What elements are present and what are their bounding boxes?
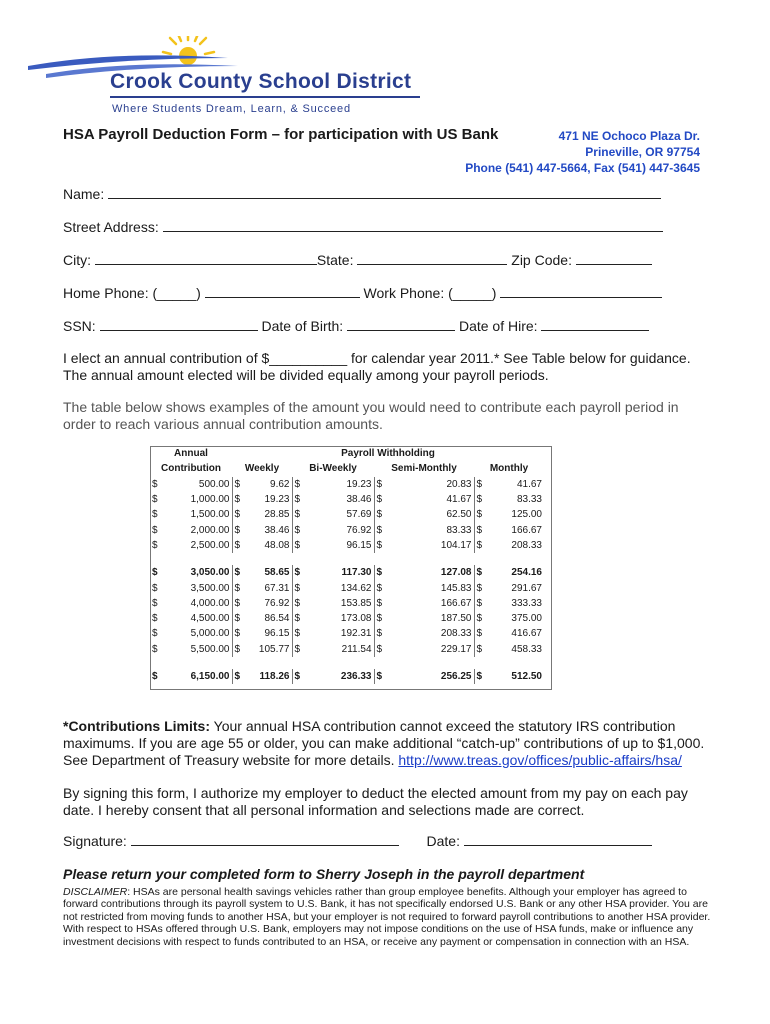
dollar-sign: $ bbox=[152, 671, 158, 682]
street-row bbox=[63, 219, 663, 235]
work-phone-label: Work Phone: (_____) bbox=[363, 285, 497, 301]
table-row bbox=[150, 538, 544, 553]
dollar-sign: $ bbox=[474, 565, 490, 580]
contribution-table bbox=[150, 446, 544, 684]
cell-monthly: 375.00 bbox=[511, 613, 542, 625]
district-address bbox=[465, 128, 700, 176]
dollar-sign: $ bbox=[374, 538, 396, 553]
dollar-sign: $ bbox=[152, 567, 158, 579]
cell-monthly: 166.67 bbox=[511, 524, 542, 536]
dollar-sign: $ bbox=[292, 596, 310, 611]
signature-row bbox=[63, 833, 652, 849]
cell-biweekly: 153.85 bbox=[340, 597, 372, 609]
dollar-sign: $ bbox=[374, 611, 396, 626]
cell-annual: 4,500.00 bbox=[190, 613, 230, 625]
logo-divider bbox=[110, 96, 420, 98]
dollar-sign: $ bbox=[232, 596, 245, 611]
dollar-sign: $ bbox=[292, 538, 310, 553]
cell-weekly: 19.23 bbox=[264, 494, 290, 506]
state-label: State: bbox=[316, 252, 354, 268]
cell-semi: 166.67 bbox=[440, 597, 472, 609]
dollar-sign: $ bbox=[374, 507, 396, 522]
dollar-sign: $ bbox=[232, 669, 245, 684]
home-phone-label: Home Phone: (_____) bbox=[63, 285, 201, 301]
dob-field[interactable] bbox=[347, 318, 455, 331]
consent-text: By signing this form, I authorize my employer to deduct the elected amount from my pay on each pay date. I hereby consent that all personal information and selections made are correct. bbox=[63, 785, 688, 818]
cell-annual: 500.00 bbox=[198, 478, 230, 490]
cell-biweekly: 173.08 bbox=[340, 613, 372, 625]
dollar-sign: $ bbox=[232, 522, 245, 537]
table-row bbox=[150, 611, 544, 626]
dollar-sign: $ bbox=[474, 596, 490, 611]
header-weekly: Weekly bbox=[244, 463, 280, 475]
cell-weekly: 58.65 bbox=[264, 567, 290, 579]
zip-label: Zip Code: bbox=[511, 252, 572, 268]
home-phone-field[interactable] bbox=[205, 285, 360, 298]
dollar-sign: $ bbox=[232, 611, 245, 626]
dollar-sign: $ bbox=[474, 538, 490, 553]
name-label: Name: bbox=[63, 186, 105, 202]
treasury-link[interactable]: http://www.treas.gov/offices/public-affairs/hsa/ bbox=[398, 752, 682, 768]
cell-monthly: 291.67 bbox=[511, 582, 542, 594]
cell-semi: 41.67 bbox=[446, 494, 472, 506]
header-semimonthly: Semi-Monthly bbox=[391, 463, 457, 475]
dollar-sign: $ bbox=[232, 580, 245, 595]
cell-semi: 62.50 bbox=[446, 509, 472, 521]
dollar-sign: $ bbox=[292, 642, 310, 657]
cell-monthly: 125.00 bbox=[511, 509, 542, 521]
cell-biweekly: 211.54 bbox=[341, 643, 372, 655]
cell-monthly: 416.67 bbox=[511, 628, 542, 640]
dollar-sign: $ bbox=[232, 507, 245, 522]
city-field[interactable] bbox=[95, 252, 317, 265]
dollar-sign: $ bbox=[152, 582, 158, 594]
cell-weekly: 9.62 bbox=[270, 478, 290, 490]
doh-label: Date of Hire: bbox=[458, 318, 538, 334]
ssn-field[interactable] bbox=[100, 318, 258, 331]
table-row bbox=[150, 492, 544, 507]
address-line-1: 471 NE Ochoco Plaza Dr. bbox=[558, 129, 700, 143]
cell-biweekly: 57.69 bbox=[346, 509, 372, 521]
cell-semi: 127.08 bbox=[440, 567, 472, 579]
address-line-2: Prineville, OR 97754 bbox=[585, 145, 700, 159]
cell-semi: 208.33 bbox=[440, 628, 472, 640]
cell-semi: 104.17 bbox=[440, 539, 472, 551]
cell-annual: 4,000.00 bbox=[190, 597, 230, 609]
disclaimer bbox=[63, 886, 713, 948]
cell-monthly: 83.33 bbox=[516, 494, 542, 506]
dollar-sign: $ bbox=[474, 492, 490, 507]
cell-weekly: 118.26 bbox=[259, 671, 290, 682]
dollar-sign: $ bbox=[292, 492, 310, 507]
cell-weekly: 96.15 bbox=[264, 628, 290, 640]
district-tagline: Where Students Dream, Learn, & Succeed bbox=[112, 103, 351, 115]
dollar-sign: $ bbox=[152, 539, 158, 551]
disclaimer-label: DISCLAIMER bbox=[63, 886, 128, 898]
dollar-sign: $ bbox=[474, 522, 490, 537]
cell-monthly: 458.33 bbox=[511, 643, 542, 655]
cell-semi: 256.25 bbox=[440, 671, 472, 682]
dollar-sign: $ bbox=[374, 522, 396, 537]
dollar-sign: $ bbox=[152, 628, 158, 640]
dollar-sign: $ bbox=[374, 565, 396, 580]
cell-biweekly: 96.15 bbox=[346, 539, 372, 551]
dollar-sign: $ bbox=[474, 477, 490, 492]
dollar-sign: $ bbox=[474, 580, 490, 595]
cell-annual: 2,500.00 bbox=[190, 539, 230, 551]
dollar-sign: $ bbox=[374, 669, 396, 684]
date-label: Date: bbox=[426, 833, 460, 849]
dollar-sign: $ bbox=[374, 642, 396, 657]
cell-biweekly: 38.46 bbox=[346, 494, 372, 506]
cell-biweekly: 236.33 bbox=[340, 671, 372, 682]
dollar-sign: $ bbox=[374, 492, 396, 507]
table-row bbox=[150, 565, 544, 580]
limits-text: Your annual HSA contribution cannot exceed the statutory IRS contribution maximums. If you are age 55 or older, you can make additional “catch-up” contributions of up to $1,000. See Department of Treasury website for more details. bbox=[63, 718, 705, 768]
form-title: HSA Payroll Deduction Form – for participation with US Bank bbox=[63, 126, 499, 143]
dollar-sign: $ bbox=[292, 611, 310, 626]
cell-weekly: 105.77 bbox=[258, 643, 290, 655]
cell-semi: 187.50 bbox=[440, 613, 472, 625]
cell-annual: 3,500.00 bbox=[190, 582, 230, 594]
table-spacer-row bbox=[150, 553, 544, 565]
dollar-sign: $ bbox=[374, 477, 396, 492]
dollar-sign: $ bbox=[152, 597, 158, 609]
cell-weekly: 48.08 bbox=[264, 539, 290, 551]
city-row bbox=[63, 252, 652, 268]
cell-semi: 83.33 bbox=[446, 524, 472, 536]
phone-row bbox=[63, 285, 662, 301]
signature-field[interactable] bbox=[131, 833, 399, 846]
state-field[interactable] bbox=[357, 252, 507, 265]
dollar-sign: $ bbox=[292, 565, 310, 580]
work-phone-field[interactable] bbox=[500, 285, 662, 298]
doh-field[interactable] bbox=[541, 318, 649, 331]
limits-label: *Contributions Limits: bbox=[63, 718, 210, 734]
dollar-sign: $ bbox=[152, 494, 158, 506]
table-row bbox=[150, 477, 544, 492]
dollar-sign: $ bbox=[232, 492, 245, 507]
cell-biweekly: 192.31 bbox=[340, 628, 372, 640]
ssn-label: SSN: bbox=[63, 318, 96, 334]
dollar-sign: $ bbox=[474, 642, 490, 657]
dollar-sign: $ bbox=[292, 626, 310, 641]
date-field[interactable] bbox=[464, 833, 652, 846]
cell-annual: 3,050.00 bbox=[190, 567, 230, 579]
dollar-sign: $ bbox=[232, 477, 245, 492]
cell-biweekly: 19.23 bbox=[346, 478, 372, 490]
name-field[interactable] bbox=[108, 186, 661, 199]
cell-weekly: 86.54 bbox=[264, 613, 290, 625]
header-annual-1: Annual bbox=[174, 448, 208, 460]
dollar-sign: $ bbox=[232, 565, 245, 580]
header-monthly: Monthly bbox=[489, 463, 529, 475]
dollar-sign: $ bbox=[232, 538, 245, 553]
dollar-sign: $ bbox=[374, 596, 396, 611]
disclaimer-text: : HSAs are personal health savings vehicles rather than group employee benefits. Although your employer has agreed to forward contributions through its payroll system to U.S. Bank, it has not specifically endorsed U.S. Bank or any other HSA provider. You are not restricted from moving funds to another HSA, but your employer is not required to forward payroll contributions to another HSA provider. With respect to HSAs offered through U.S. Bank, employers may not impose conditions on the use of HSA funds, make or influence any investment decisions with respect to funds contributed to an HSA, or receive any payment or compensation in connection with an HSA. bbox=[63, 886, 711, 948]
table-intro-text: The table below shows examples of the amount you would need to contribute each payroll period in order to reach various annual contribution amounts. bbox=[63, 399, 679, 432]
table-row bbox=[150, 669, 544, 684]
zip-field[interactable] bbox=[576, 252, 652, 265]
cell-weekly: 38.46 bbox=[264, 524, 290, 536]
dollar-sign: $ bbox=[232, 642, 245, 657]
dollar-sign: $ bbox=[374, 626, 396, 641]
header-payroll-withholding: Payroll Withholding bbox=[341, 448, 435, 460]
dollar-sign: $ bbox=[474, 669, 490, 684]
sun-icon bbox=[163, 36, 214, 65]
cell-annual: 6,150.00 bbox=[190, 671, 230, 682]
cell-weekly: 67.31 bbox=[264, 582, 290, 594]
cell-monthly: 254.16 bbox=[511, 567, 542, 579]
contribution-limits bbox=[63, 718, 713, 769]
return-instructions: Please return your completed form to Sherry Joseph in the payroll department bbox=[63, 866, 585, 882]
dollar-sign: $ bbox=[374, 580, 396, 595]
dollar-sign: $ bbox=[292, 580, 310, 595]
table-row bbox=[150, 580, 544, 595]
dollar-sign: $ bbox=[474, 611, 490, 626]
street-label: Street Address: bbox=[63, 219, 159, 235]
cell-annual: 2,000.00 bbox=[190, 524, 230, 536]
dollar-sign: $ bbox=[474, 626, 490, 641]
dollar-sign: $ bbox=[232, 626, 245, 641]
street-field[interactable] bbox=[163, 219, 663, 232]
table-row bbox=[150, 626, 544, 641]
cell-annual: 1,000.00 bbox=[190, 494, 230, 506]
table-row bbox=[150, 507, 544, 522]
address-phone-fax: Phone (541) 447-5664, Fax (541) 447-3645 bbox=[465, 161, 700, 175]
dob-label: Date of Birth: bbox=[261, 318, 344, 334]
dollar-sign: $ bbox=[152, 478, 158, 490]
cell-monthly: 41.67 bbox=[516, 478, 542, 490]
dollar-sign: $ bbox=[292, 507, 310, 522]
header-biweekly: Bi-Weekly bbox=[309, 463, 357, 475]
district-name: Crook County School District bbox=[110, 70, 412, 93]
name-row bbox=[63, 186, 661, 202]
city-label: City: bbox=[63, 252, 91, 268]
cell-monthly: 333.33 bbox=[511, 597, 542, 609]
signature-label: Signature: bbox=[63, 833, 127, 849]
dollar-sign: $ bbox=[292, 669, 310, 684]
cell-annual: 5,000.00 bbox=[190, 628, 230, 640]
cell-monthly: 208.33 bbox=[511, 539, 542, 551]
dollar-sign: $ bbox=[292, 522, 310, 537]
dollar-sign: $ bbox=[152, 643, 158, 655]
cell-biweekly: 134.62 bbox=[340, 582, 372, 594]
cell-monthly: 512.50 bbox=[511, 671, 542, 682]
cell-biweekly: 117.30 bbox=[341, 567, 372, 579]
header-annual-2: Contribution bbox=[161, 463, 221, 475]
cell-weekly: 28.85 bbox=[264, 509, 290, 521]
ssn-row bbox=[63, 318, 649, 334]
table-spacer-row bbox=[150, 657, 544, 669]
cell-annual: 1,500.00 bbox=[190, 509, 230, 521]
cell-annual: 5,500.00 bbox=[190, 643, 230, 655]
dollar-sign: $ bbox=[292, 477, 310, 492]
dollar-sign: $ bbox=[152, 509, 158, 521]
dollar-sign: $ bbox=[152, 613, 158, 625]
cell-semi: 229.17 bbox=[440, 643, 472, 655]
table-row bbox=[150, 522, 544, 537]
cell-semi: 20.83 bbox=[446, 478, 472, 490]
cell-biweekly: 76.92 bbox=[346, 524, 372, 536]
table-row bbox=[150, 642, 544, 657]
table-row bbox=[150, 596, 544, 611]
elect-contribution-text: I elect an annual contribution of $__________ for calendar year 2011.* See Table below for guidance. The annual amount elected will be divided equally among your payroll periods. bbox=[63, 350, 691, 383]
cell-semi: 145.83 bbox=[440, 582, 472, 594]
dollar-sign: $ bbox=[152, 524, 158, 536]
cell-weekly: 76.92 bbox=[264, 597, 290, 609]
dollar-sign: $ bbox=[474, 507, 490, 522]
